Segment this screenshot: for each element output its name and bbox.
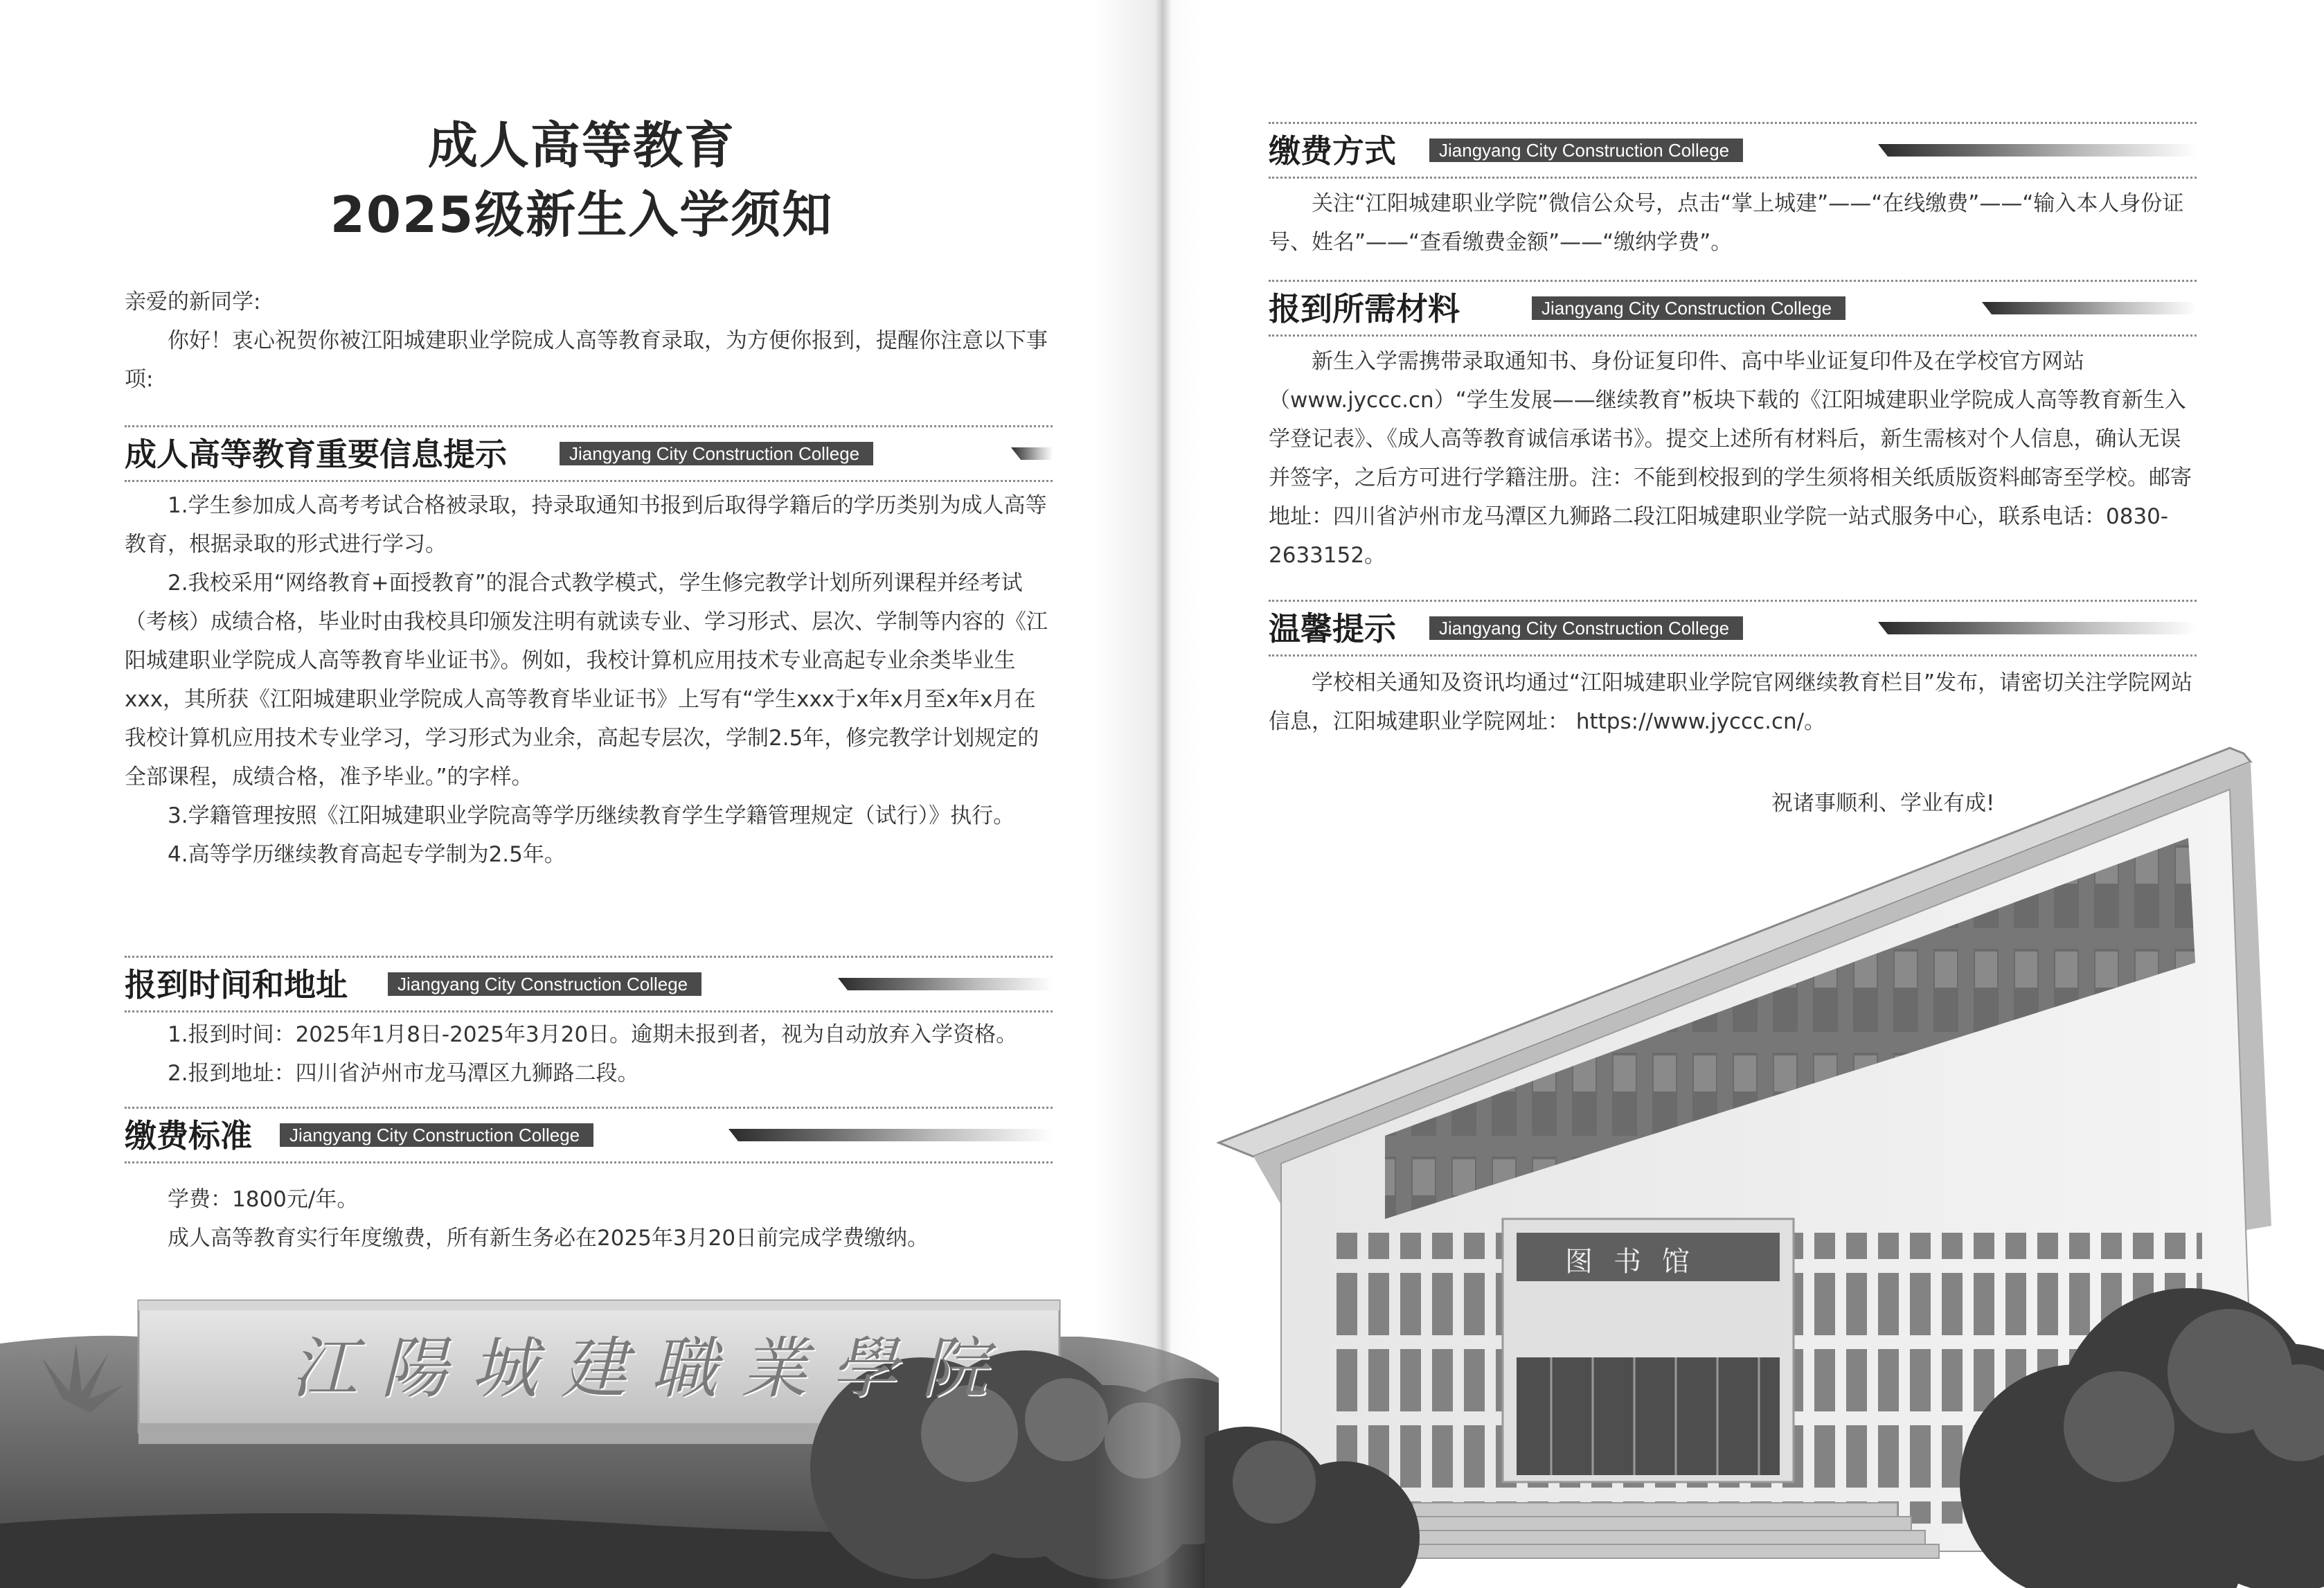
title-line-1: 成人高等教育: [427, 116, 735, 175]
title-line-2: 2025级新生入学须知: [330, 186, 834, 244]
decorative-bar: [1878, 622, 2197, 634]
section-body-info: [125, 486, 1053, 874]
section-header-info: [125, 425, 1053, 482]
paragraph: 成人高等教育实行年度缴费，所有新生务必在2025年3月20日前完成学费缴纳。: [168, 1226, 929, 1251]
divider: [1269, 122, 2197, 124]
paragraph: 学费：1800元/年。: [168, 1187, 359, 1212]
paragraph: 关注“江阳城建职业学院”微信公众号，点击“掌上城建”——“在线缴费”——“输入本人身份证号、姓名”——“查看缴费金额”——“缴纳学费”。: [1269, 191, 2184, 255]
decorative-bar: [1011, 447, 1053, 460]
section-title: 温馨提示: [1269, 610, 1396, 648]
section-body-tips: [1269, 663, 2197, 741]
divider: [1269, 654, 2197, 657]
section-tag: Jiangyang City Construction College: [1429, 139, 1743, 162]
divider: [125, 480, 1053, 482]
decorative-bar: [1878, 144, 2197, 157]
closing-wish: 祝诸事顺利、学业有成!: [1771, 791, 1995, 816]
paragraph: 2.报到地址：四川省泸州市龙马潭区九狮路二段。: [168, 1061, 639, 1086]
divider: [1269, 177, 2197, 179]
section-title: 报到所需材料: [1269, 290, 1460, 328]
divider: [125, 956, 1053, 958]
section-tag: Jiangyang City Construction College: [1532, 296, 1845, 320]
section-tag: Jiangyang City Construction College: [388, 972, 701, 996]
divider: [125, 1010, 1053, 1012]
divider: [125, 1161, 1053, 1163]
paragraph: 1.报到时间：2025年1月8日-2025年3月20日。逾期未报到者，视为自动放弃入学资格。: [168, 1022, 1018, 1047]
decorative-bar: [1982, 302, 2197, 314]
section-header-fees: [125, 1107, 1053, 1163]
greeting: 亲爱的新同学:: [125, 289, 261, 314]
paragraph: 2.我校采用“网络教育+面授教育”的混合式教学模式，学生修完教学计划所列课程并经考试（考核）成绩合格，毕业时由我校具印颁发注明有就读专业、学习形式、层次、学制等内容的《江阳城建职业学院成人高等教育毕业证书》。例如，我校计算机应用技术专业高起专业余类毕业生xxx，其所获《江阳城建职业学院成人高等教育毕业证书》上写有“学生xxx于x年x月至x年x月在我校计算机应用技术专业学习，学习形式为业余，高起专层次，学制2.5年，修完教学计划规定的全部课程，成绩合格，准予毕业。”的字样。: [125, 571, 1048, 789]
section-body-materials: [1269, 342, 2197, 575]
decorative-bar: [838, 978, 1053, 990]
section-title: 缴费标准: [125, 1117, 252, 1154]
section-header-report: [125, 956, 1053, 1012]
intro-paragraph: 你好！衷心祝贺你被江阳城建职业学院成人高等教育录取，为方便你报到，提醒你注意以下事项:: [125, 328, 1048, 392]
paragraph: 学校相关通知及资讯均通过“江阳城建职业学院官网继续教育栏目”发布，请密切关注学院网站信息，江阳城建职业学院网址： https://www.jyccc.cn/。: [1269, 670, 2193, 734]
section-header-materials: [1269, 280, 2197, 337]
section-title: 缴费方式: [1269, 132, 1396, 170]
divider: [1269, 600, 2197, 602]
building-illustration: [1205, 734, 2324, 1588]
library-building-photo: [1205, 734, 2324, 1588]
section-header-payment: [1269, 122, 2197, 179]
section-body-fees: [125, 1180, 1053, 1258]
divider: [125, 1107, 1053, 1109]
gate-sign-text: 江陽城建職業學院: [291, 1330, 1011, 1407]
paragraph: 3.学籍管理按照《江阳城建职业学院高等学历继续教育学生学籍管理规定（试行）》执行。: [168, 803, 1015, 828]
divider: [1269, 280, 2197, 282]
page-title: [125, 111, 1039, 249]
paragraph: 4.高等学历继续教育高起专学制为2.5年。: [168, 842, 566, 867]
campus-gate-photo: [0, 1295, 1219, 1588]
section-title: 成人高等教育重要信息提示: [125, 436, 507, 473]
divider: [125, 425, 1053, 427]
decorative-bar: [729, 1129, 1053, 1141]
section-body-report: [125, 1015, 1053, 1093]
section-tag: Jiangyang City Construction College: [280, 1123, 593, 1147]
paragraph: 新生入学需携带录取通知书、身份证复印件、高中毕业证复印件及在学校官方网站（www.jyccc.cn）“学生发展——继续教育”板块下载的《江阳城建职业学院成人高等教育新生入学登记表》、《成人高等教育诚信承诺书》。提交上述所有材料后，新生需核对个人信息，确认无误并签字，之后方可进行学籍注册。注：不能到校报到的学生须将相关纸质版资料邮寄至学校。邮寄地址：四川省泸州市龙马潭区九狮路二段江阳城建职业学院一站式服务中心，联系电话：0830-2633152。: [1269, 349, 2192, 568]
paragraph: 1.学生参加成人高考考试合格被录取，持录取通知书报到后取得学籍后的学历类别为成人高等教育，根据录取的形式进行学习。: [125, 493, 1047, 557]
section-header-tips: [1269, 600, 2197, 657]
divider: [1269, 334, 2197, 337]
section-tag: Jiangyang City Construction College: [560, 442, 873, 465]
section-title: 报到时间和地址: [125, 966, 348, 1003]
letter-intro: [125, 283, 1053, 399]
building-sign-text: 图书馆: [1565, 1246, 1710, 1278]
section-tag: Jiangyang City Construction College: [1429, 616, 1743, 640]
section-body-payment: [1269, 184, 2197, 262]
